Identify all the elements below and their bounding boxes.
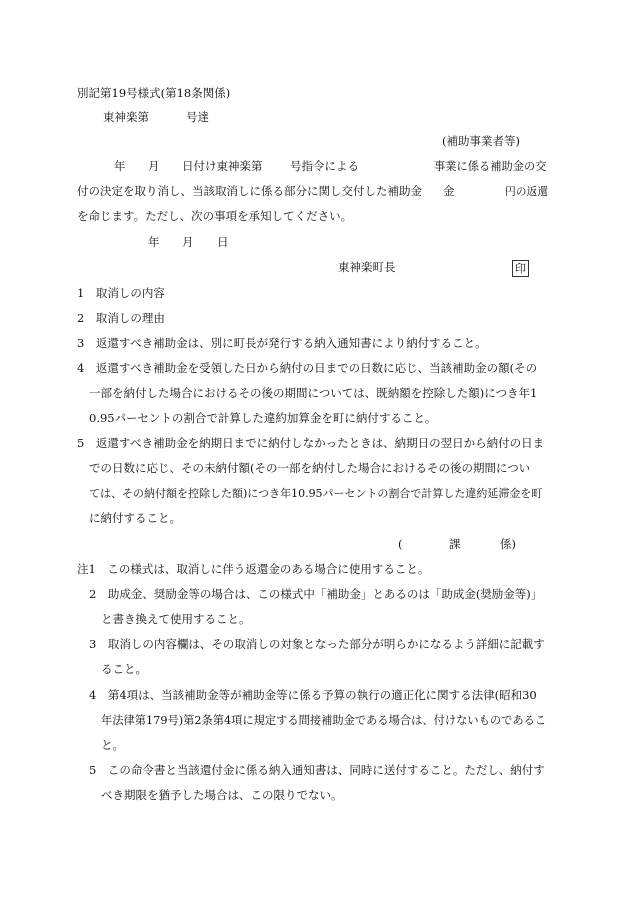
doc-number-prefix: 東神楽第: [103, 110, 149, 124]
contact-kakari: 係): [500, 537, 516, 551]
body-month: 月: [148, 159, 160, 173]
item-5-line-3: ては、その納付額を控除した額)につき年10.95パーセントの割合で計算した違約延滞金を町: [89, 487, 543, 500]
contact-open: (: [398, 537, 403, 551]
note-2-line-2: と書き換えて使用すること。: [101, 612, 251, 626]
item-4-line-2: 一部を納付した場合におけるその後の期間については、既納額を控除した額)につき年1: [89, 386, 538, 400]
note-2-line-1: 2 助成金、奨励金等の場合は、この様式中「補助金」とあるのは「助成金(奨励金等)」: [89, 587, 543, 601]
body-project: 事業に係る補助金の交: [434, 160, 547, 173]
issuer-name: 東神楽町長: [338, 260, 396, 274]
doc-number-suffix: 号達: [186, 110, 209, 124]
item-4-line-1: 4 返還すべき補助金を受領した日から納付の日までの日数に応じ、当該補助金の額(その: [77, 361, 538, 375]
seal-mark: 印: [512, 260, 529, 277]
body-line-3: を命じます。ただし、次の事項を承知してください。: [77, 209, 353, 223]
note-4-line-2: 年法律第179号)第2条第4項に規定する間接補助金である場合は、付けないものであるこ: [101, 714, 547, 727]
item-2: 2 取消しの理由: [77, 311, 165, 325]
date-month: 月: [182, 235, 194, 249]
item-5-line-2: での日数に応じ、その未納付額(その一部を納付した場合におけるその後の期間につい: [89, 461, 531, 475]
item-5-line-4: に納付すること。: [89, 511, 181, 525]
note-5-line-1: 5 この命令書と当該還付金に係る納入通知書は、同時に送付すること。ただし、納付す: [89, 763, 545, 777]
note-5-line-2: べき期限を猶予した場合は、この限りでない。: [101, 788, 343, 802]
body-year: 年: [114, 159, 126, 173]
note-3-line-1: 3 取消しの内容欄は、その取消しの対象となった部分が明らかになるよう詳細に記載す: [89, 637, 545, 651]
form-title: 別記第19号様式(第18条関係): [77, 86, 231, 100]
item-4-line-3: 0.95パーセントの割合で計算した違約加算金を町に納付すること。: [89, 411, 437, 425]
body-directive: 号指令による: [290, 159, 359, 173]
body-line-2b: 円の返還: [505, 185, 549, 198]
contact-ka: 課: [449, 537, 461, 551]
body-line-2-kin: 金: [443, 184, 455, 198]
date-day: 日: [217, 235, 229, 249]
body-line-2a: 付の決定を取り消し、当該取消しに係る部分に関し交付した補助金: [77, 184, 422, 198]
note-4-line-3: と。: [101, 738, 124, 752]
note-4-line-1: 4 第4項は、当該補助金等が補助金等に係る予算の執行の適正化に関する法律(昭和30: [89, 688, 537, 702]
note-3-line-2: ること。: [101, 662, 147, 676]
item-5-line-1: 5 返還すべき補助金を納期日までに納付しなかったときは、納期日の翌日から納付の日ま: [77, 436, 545, 450]
date-year: 年: [148, 235, 160, 249]
note-1: 注1 この様式は、取消しに伴う返還金のある場合に使用すること。: [77, 562, 430, 576]
addressee: (補助事業者等): [442, 134, 520, 148]
body-date-ref: 日付け東神楽第: [182, 159, 263, 173]
item-3: 3 返還すべき補助金は、別に町長が発行する納入通知書により納付すること。: [77, 336, 487, 350]
item-1: 1 取消しの内容: [77, 286, 165, 300]
